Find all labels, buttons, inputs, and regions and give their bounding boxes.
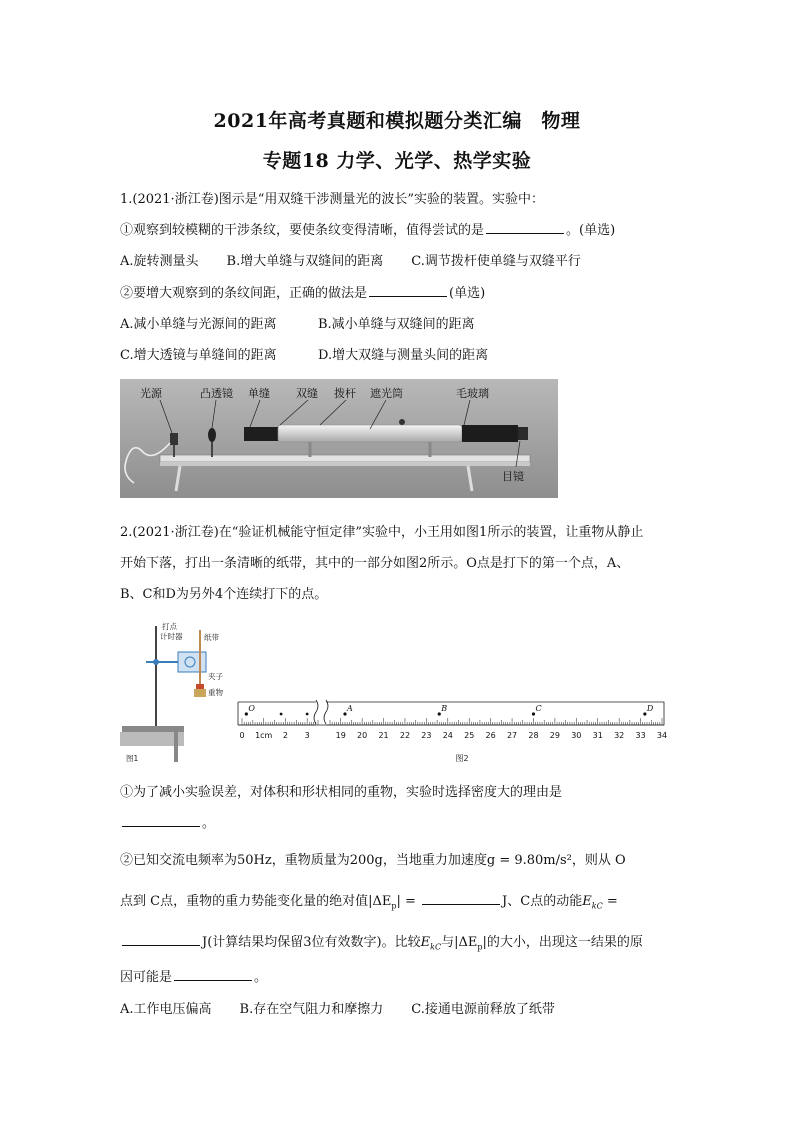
ruler-tick-label: 26 bbox=[485, 731, 496, 740]
label-dot-timer-2: 计时器 bbox=[160, 632, 183, 641]
ruler-tick-label: 30 bbox=[571, 731, 582, 740]
answer-blank bbox=[174, 968, 252, 981]
option-c: C.接通电源前释放了纸带 bbox=[411, 1002, 555, 1017]
q2-stem-line3: B、C和D为另外4个连续打下的点。 bbox=[120, 587, 328, 602]
answer-blank bbox=[122, 933, 200, 946]
q2-stem-line1: 2.(2021·浙江卷)在“验证机械能守恒定律”实验中，小王用如图1所示的装置，让重物从静止 bbox=[120, 525, 644, 540]
option-a: A.工作电压偏高 bbox=[120, 1002, 212, 1017]
q2-sub2-line3 bbox=[120, 931, 643, 952]
q2-sub2-line4 bbox=[120, 966, 267, 985]
label-single-slit: 单缝 bbox=[248, 387, 270, 400]
ruler-tick-label: 2 bbox=[282, 731, 288, 740]
ruler-tick-label: 3 bbox=[304, 731, 310, 740]
q1-sub1-tail: 。(单选) bbox=[566, 223, 616, 238]
double-slit-apparatus-photo bbox=[120, 379, 558, 498]
label-dot-timer-1: 打点 bbox=[162, 622, 177, 631]
figure-1-apparatus bbox=[120, 622, 223, 763]
q1-sub2 bbox=[120, 282, 485, 301]
answer-blank bbox=[369, 284, 447, 297]
tape-point-label: O bbox=[248, 704, 255, 713]
ruler-tick-label: 28 bbox=[528, 731, 539, 740]
ruler-tick-label: 21 bbox=[378, 731, 389, 740]
q2-sub1-tail: 。 bbox=[202, 816, 216, 831]
page-title: 2021年高考真题和模拟题分类汇编 物理 bbox=[213, 110, 581, 132]
tape-point-label: A bbox=[346, 704, 353, 713]
label-frosted-glass: 毛玻璃 bbox=[456, 387, 489, 400]
q2-sub2-text-c: J(计算结果均保留3位有效数字)。比较 bbox=[202, 935, 421, 950]
label-light-source: 光源 bbox=[140, 387, 162, 400]
q2-sub2-text-d: 与 bbox=[441, 935, 455, 950]
ruler-tick-label: 0 bbox=[239, 731, 245, 740]
tape-point-label: B bbox=[441, 704, 448, 713]
ruler-tick-label: 24 bbox=[442, 731, 453, 740]
figure-2-tape-ruler bbox=[238, 700, 667, 763]
option-d: D.增大双缝与测量头间的距离 bbox=[318, 348, 489, 363]
ruler-tick-label: 31 bbox=[592, 731, 603, 740]
label-clip: 夹子 bbox=[208, 672, 223, 681]
option-b: B.减小单缝与双缝间的距离 bbox=[318, 317, 475, 332]
option-a: A.减小单缝与光源间的距离 bbox=[120, 317, 277, 332]
q1-sub1 bbox=[120, 219, 615, 238]
label-paper-tape: 纸带 bbox=[204, 633, 219, 642]
ruler-tick-label: 20 bbox=[357, 731, 368, 740]
option-a: A.旋转测量头 bbox=[120, 254, 199, 269]
q2-sub2-line1: ②已知交流电频率为50Hz，重物质量为200g，当地重力加速度g = 9.80m/s²，则从 O bbox=[120, 853, 626, 868]
ruler-tick-label: 19 bbox=[335, 731, 346, 740]
label-convex-lens: 凸透镜 bbox=[200, 387, 233, 400]
abs-delta-ep: $|\Delta E_p|$ bbox=[454, 935, 487, 952]
option-c: C.增大透镜与单缝间的距离 bbox=[120, 348, 277, 363]
q2-sub2-tail: 。 bbox=[254, 970, 268, 985]
answer-blank bbox=[422, 892, 500, 905]
tape-point-label: C bbox=[535, 704, 542, 713]
q2-sub2-text-f: 因可能是 bbox=[120, 970, 173, 985]
tape-point-label: D bbox=[646, 704, 654, 713]
label-eyepiece: 目镜 bbox=[502, 470, 524, 483]
label-light-shield-tube: 遮光筒 bbox=[370, 387, 403, 400]
q2-sub1-line1: ①为了减小实验误差，对体积和形状相同的重物，实验时选择密度大的理由是 bbox=[120, 785, 563, 800]
ruler-tick-label: 25 bbox=[464, 731, 475, 740]
ruler-tick-label: 33 bbox=[635, 731, 646, 740]
q2-sub2-text-b: J、C点的动能 bbox=[502, 894, 583, 909]
q1-sub2-tail: (单选) bbox=[449, 286, 486, 301]
answer-blank bbox=[486, 221, 564, 234]
ruler-tick-label: 1cm bbox=[255, 731, 273, 740]
ruler-tick-label: 27 bbox=[506, 731, 518, 740]
page-subtitle: 专题18 力学、光学、热学实验 bbox=[262, 150, 532, 172]
label-double-slit: 双缝 bbox=[296, 387, 318, 400]
q2-sub2-line2: 点到 C点，重物的重力势能变化量的绝对值$|\Delta E_p| = J$、C点的动能$E_{kC}$ = bbox=[120, 894, 618, 911]
tape-dot bbox=[280, 713, 283, 716]
option-b: B.增大单缝与双缝间的距离 bbox=[226, 254, 384, 269]
q1-sub1-text: ①观察到较模糊的干涉条纹，要使条纹变得清晰，值得尝试的是 bbox=[120, 223, 485, 238]
q1-sub2-options-row1 bbox=[120, 313, 503, 332]
q2-sub2-text-e: 的大小，出现这一结果的原 bbox=[486, 935, 643, 950]
option-c: C.调节拨杆使单缝与双缝平行 bbox=[411, 254, 581, 269]
ekc-symbol: $E_{kC}$ bbox=[582, 894, 603, 911]
q2-stem-line2: 开始下落，打出一条清晰的纸带，其中的一部分如图2所示。O点是打下的第一个点，A、 bbox=[120, 556, 630, 571]
q2-sub2-text-a: 点到 C点，重物的重力势能变化量的绝对值 bbox=[120, 894, 369, 909]
q1-sub1-options bbox=[120, 250, 609, 269]
label-lever: 拨杆 bbox=[334, 387, 356, 400]
figure-1-caption: 图1 bbox=[126, 754, 139, 763]
abs-delta-ep: $|\Delta E_p|$ bbox=[368, 894, 401, 911]
q2-figures bbox=[120, 622, 680, 764]
ruler-tick-label: 34 bbox=[656, 731, 668, 740]
q1-sub2-options-row2 bbox=[120, 344, 516, 363]
option-b: B.存在空气阻力和摩擦力 bbox=[239, 1002, 384, 1017]
ekc-symbol: $E_{kC}$ bbox=[420, 935, 442, 952]
q1-sub2-text: ②要增大观察到的条纹间距，正确的做法是 bbox=[120, 286, 368, 301]
q2-sub2-options bbox=[120, 998, 583, 1017]
q2-sub1-line2 bbox=[120, 812, 215, 831]
ruler-tick-label: 32 bbox=[614, 731, 625, 740]
answer-blank bbox=[122, 814, 200, 827]
label-weight: 重物 bbox=[208, 688, 223, 697]
tape-dot bbox=[306, 713, 309, 716]
figure-2-caption: 图2 bbox=[455, 754, 469, 763]
ruler-tick-label: 22 bbox=[399, 731, 411, 740]
q1-stem: 1.(2021·浙江卷)图示是“用双缝干涉测量光的波长”实验的装置。实验中： bbox=[120, 192, 545, 207]
ruler-tick-label: 29 bbox=[549, 731, 560, 740]
ruler-tick-label: 23 bbox=[421, 731, 432, 740]
